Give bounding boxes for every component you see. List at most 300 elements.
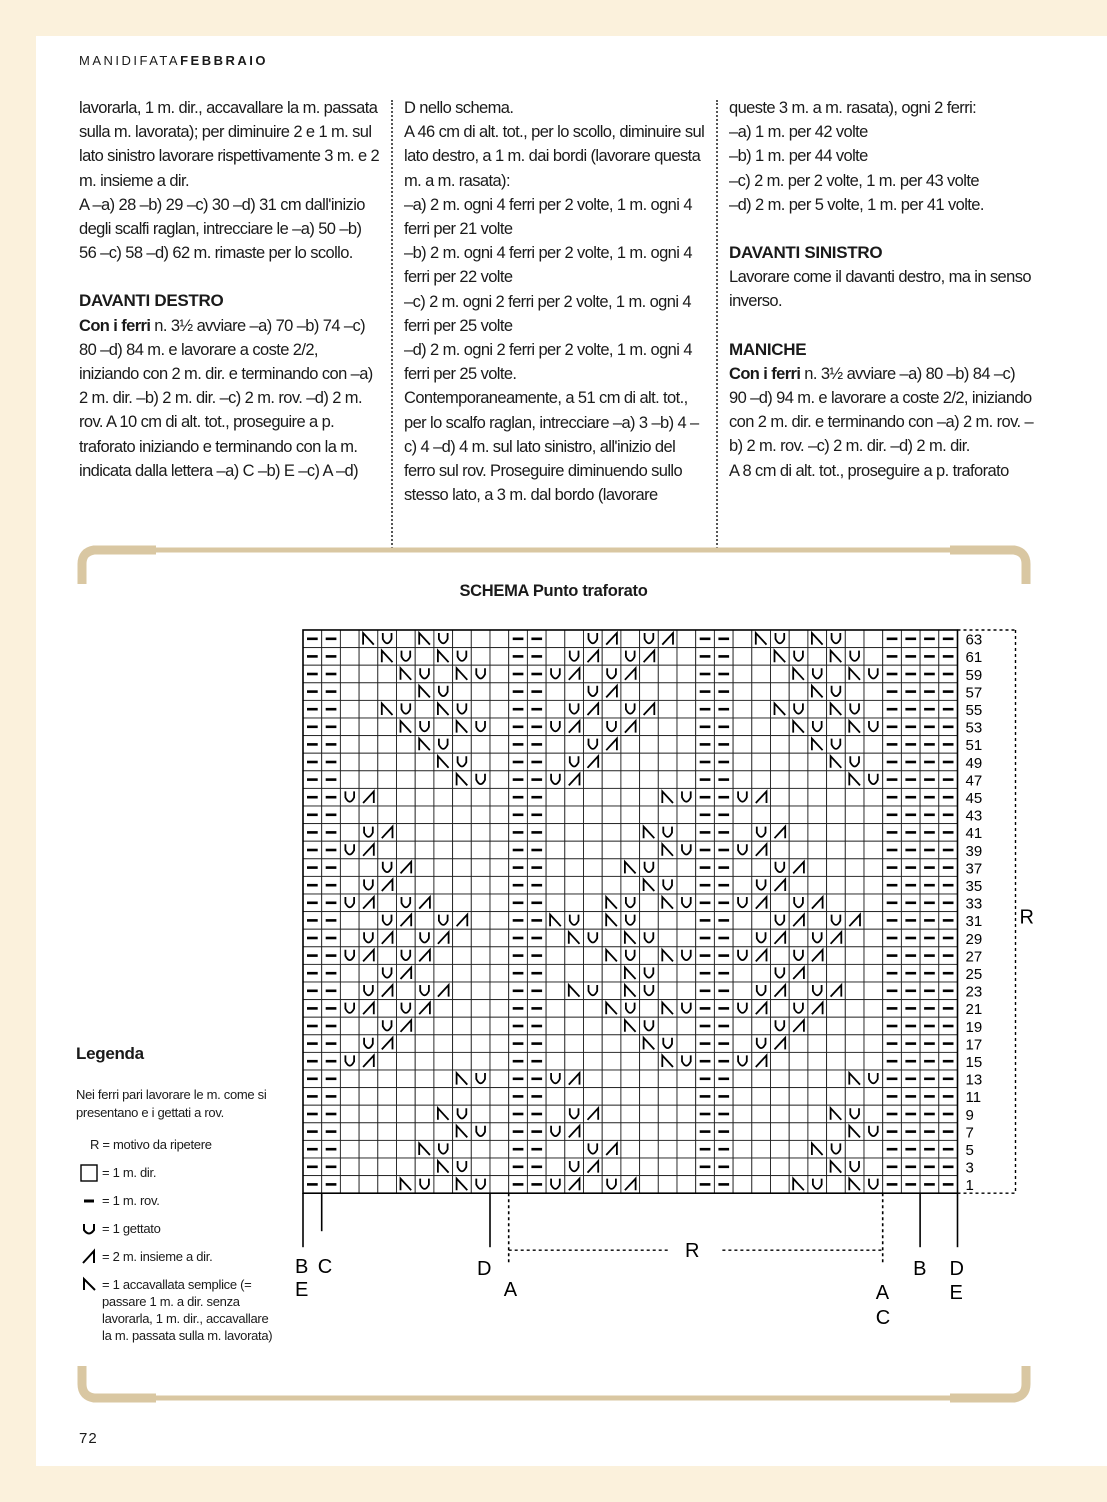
chart-cell bbox=[845, 648, 864, 666]
chart-cell bbox=[359, 876, 378, 894]
chart-cell bbox=[378, 841, 397, 859]
chart-cell bbox=[677, 1105, 696, 1123]
chart-cell bbox=[434, 1140, 453, 1158]
row-number: 5 bbox=[965, 1142, 974, 1159]
list-line: –c) 2 m. per 2 volte, 1 m. per 43 volte bbox=[729, 171, 979, 190]
chart-cell bbox=[397, 736, 416, 754]
chart-cell bbox=[471, 1158, 490, 1176]
chart-cell bbox=[677, 718, 696, 736]
chart-cell bbox=[453, 841, 472, 859]
chart-cell bbox=[864, 894, 883, 912]
chart-cell bbox=[340, 1017, 359, 1035]
legend-title: Legenda bbox=[76, 1044, 144, 1063]
chart-cell bbox=[827, 683, 846, 701]
chart-cell bbox=[864, 1140, 883, 1158]
chart-cell bbox=[359, 929, 378, 947]
chart-cell bbox=[415, 964, 434, 982]
chart-cell bbox=[845, 929, 864, 947]
chart-cell bbox=[640, 736, 659, 754]
chart-cell bbox=[340, 1123, 359, 1141]
chart-cell bbox=[584, 1000, 603, 1018]
chart-cell bbox=[584, 736, 603, 754]
chart-cell bbox=[771, 964, 790, 982]
chart-cell bbox=[602, 771, 621, 789]
chart-cell bbox=[378, 859, 397, 877]
chart-cell bbox=[602, 788, 621, 806]
chart-cell bbox=[845, 1140, 864, 1158]
chart-cell bbox=[827, 894, 846, 912]
chart-cell bbox=[827, 1035, 846, 1053]
chart-cell bbox=[602, 841, 621, 859]
row-number: 29 bbox=[965, 930, 983, 948]
chart-cell bbox=[808, 912, 827, 930]
chart-cell bbox=[565, 964, 584, 982]
chart-cell bbox=[771, 1088, 790, 1106]
chart-cell bbox=[453, 788, 472, 806]
chart-cell bbox=[584, 1017, 603, 1035]
chart-cell bbox=[378, 1070, 397, 1088]
chart-cell bbox=[640, 1000, 659, 1018]
chart-cell bbox=[471, 1035, 490, 1053]
chart-cell bbox=[827, 912, 846, 930]
chart-cell bbox=[677, 1088, 696, 1106]
chart-cell bbox=[752, 736, 771, 754]
chart-cell bbox=[415, 982, 434, 1000]
chart-cell bbox=[733, 736, 752, 754]
row-number: 35 bbox=[965, 878, 983, 895]
chart-cell bbox=[864, 1158, 883, 1176]
chart-cell bbox=[415, 1070, 434, 1088]
chart-cell bbox=[808, 788, 827, 806]
row-number: 51 bbox=[965, 737, 983, 755]
chart-cell bbox=[677, 700, 696, 718]
chart-cell bbox=[733, 718, 752, 736]
yarn-over-icon bbox=[80, 1220, 98, 1238]
chart-cell bbox=[733, 1000, 752, 1018]
chart-cell bbox=[434, 683, 453, 701]
chart-cell bbox=[864, 753, 883, 771]
chart-cell bbox=[808, 1052, 827, 1070]
letter-A-right: A bbox=[875, 1282, 890, 1305]
chart-cell bbox=[397, 788, 416, 806]
chart-cell bbox=[397, 630, 416, 648]
chart-cell bbox=[640, 859, 659, 877]
magazine-page bbox=[36, 36, 1107, 1466]
letter-C: C bbox=[317, 1256, 333, 1279]
chart-cell bbox=[490, 841, 509, 859]
chart-cell bbox=[864, 876, 883, 894]
chart-cell bbox=[565, 648, 584, 666]
header-magazine: MANIDIFATA bbox=[79, 53, 181, 68]
chart-cell bbox=[453, 1017, 472, 1035]
chart-cell bbox=[565, 876, 584, 894]
chart-cell bbox=[733, 788, 752, 806]
row-number: 27 bbox=[965, 948, 983, 966]
chart-cell bbox=[378, 806, 397, 824]
chart-cell bbox=[378, 1176, 397, 1194]
chart-cell bbox=[471, 859, 490, 877]
chart-cell bbox=[733, 947, 752, 965]
chart-cell bbox=[808, 1158, 827, 1176]
chart-cell bbox=[789, 1070, 808, 1088]
chart-cell bbox=[827, 859, 846, 877]
chart-cell bbox=[565, 912, 584, 930]
chart-cell bbox=[789, 771, 808, 789]
chart-cell bbox=[640, 1088, 659, 1106]
chart-cell bbox=[808, 964, 827, 982]
chart-cell bbox=[490, 700, 509, 718]
chart-cell bbox=[845, 683, 864, 701]
chart-cell bbox=[640, 947, 659, 965]
chart-cell bbox=[340, 648, 359, 666]
chart-cell bbox=[733, 753, 752, 771]
chart-cell bbox=[677, 1070, 696, 1088]
row-number: 25 bbox=[965, 966, 983, 983]
chart-cell bbox=[471, 894, 490, 912]
chart-cell bbox=[621, 648, 640, 666]
header-month: FEBBRAIO bbox=[180, 53, 268, 68]
chart-cell bbox=[827, 876, 846, 894]
chart-cell bbox=[789, 1088, 808, 1106]
chart-cell bbox=[827, 1052, 846, 1070]
chart-cell bbox=[864, 788, 883, 806]
chart-cell bbox=[864, 1123, 883, 1141]
chart-cell bbox=[845, 753, 864, 771]
chart-cell bbox=[658, 665, 677, 683]
chart-cell bbox=[359, 1140, 378, 1158]
list-line: –a) 2 m. ogni 4 ferri per 2 volte, 1 m. ogni 4 ferri per 21 volte bbox=[404, 195, 692, 239]
chart-cell bbox=[640, 894, 659, 912]
chart-cell bbox=[771, 683, 790, 701]
chart-cell bbox=[827, 1088, 846, 1106]
chart-cell bbox=[789, 630, 808, 648]
chart-cell bbox=[827, 964, 846, 982]
chart-cell bbox=[640, 1176, 659, 1194]
chart-cell bbox=[771, 718, 790, 736]
chart-cell bbox=[471, 1070, 490, 1088]
chart-cell bbox=[340, 947, 359, 965]
chart-cell bbox=[340, 1176, 359, 1194]
chart-cell bbox=[378, 1000, 397, 1018]
chart-cell bbox=[808, 665, 827, 683]
chart-cell bbox=[658, 1140, 677, 1158]
chart-cell bbox=[621, 788, 640, 806]
legend-item-k2tog: = 2 m. insieme a dir. bbox=[76, 1248, 281, 1265]
chart-cell bbox=[340, 665, 359, 683]
chart-cell bbox=[490, 824, 509, 842]
chart-cell bbox=[864, 718, 883, 736]
chart-cell bbox=[658, 700, 677, 718]
chart-cell bbox=[546, 1176, 565, 1194]
chart-cell bbox=[471, 665, 490, 683]
chart-cell bbox=[789, 683, 808, 701]
chart-cell bbox=[490, 771, 509, 789]
chart-cell bbox=[453, 929, 472, 947]
paragraph: D nello schema. bbox=[404, 99, 514, 117]
paragraph-body: n. 3½ avviare –a) 80 –b) 84 –c) 90 –d) 94 m. e lavorare a coste 2/2, iniziando con 2 m. dir. e terminando con –a) 2 m. rov. –b) 2 m. rov. –c) 2 m. dir. –d) 2 m. dir. bbox=[729, 364, 1034, 456]
chart-cell bbox=[864, 841, 883, 859]
row-number: 39 bbox=[965, 842, 983, 860]
chart-cell bbox=[733, 771, 752, 789]
chart-cell bbox=[621, 824, 640, 842]
chart-cell bbox=[827, 630, 846, 648]
chart-cell bbox=[415, 876, 434, 894]
chart-cell bbox=[640, 718, 659, 736]
chart-cell bbox=[378, 753, 397, 771]
chart-cell bbox=[453, 876, 472, 894]
chart-cell bbox=[602, 700, 621, 718]
chart-cell bbox=[677, 630, 696, 648]
chart-cell bbox=[584, 1123, 603, 1141]
chart-cell bbox=[640, 982, 659, 1000]
chart-cell bbox=[415, 806, 434, 824]
chart-cell bbox=[340, 1105, 359, 1123]
chart-cell bbox=[771, 1070, 790, 1088]
chart-cell bbox=[752, 1035, 771, 1053]
chart-cell bbox=[789, 648, 808, 666]
chart-cell bbox=[565, 1140, 584, 1158]
chart-cell bbox=[733, 841, 752, 859]
chart-cell bbox=[621, 753, 640, 771]
chart-cell bbox=[415, 665, 434, 683]
chart-cell bbox=[434, 806, 453, 824]
chart-cell bbox=[677, 841, 696, 859]
chart-cell bbox=[845, 1105, 864, 1123]
chart-cell bbox=[490, 1017, 509, 1035]
chart-cell bbox=[490, 753, 509, 771]
chart-cell bbox=[490, 1158, 509, 1176]
row-number: 61 bbox=[965, 649, 983, 667]
paragraph: queste 3 m. a m. rasata), ogni 2 ferri: bbox=[729, 99, 977, 117]
chart-cell bbox=[471, 929, 490, 947]
chart-cell bbox=[864, 665, 883, 683]
chart-cell bbox=[378, 912, 397, 930]
chart-cell bbox=[397, 1158, 416, 1176]
chart-cell bbox=[789, 1035, 808, 1053]
chart-cell bbox=[658, 1123, 677, 1141]
paragraph: A 46 cm di alt. tot., per lo scollo, diminuire sul lato destro, a 1 m. dai bordi (lavorare questa m. a m. rasata): bbox=[404, 123, 705, 190]
chart-cell bbox=[733, 982, 752, 1000]
chart-cell bbox=[565, 859, 584, 877]
chart-cell bbox=[864, 982, 883, 1000]
chart-cell bbox=[415, 700, 434, 718]
chart-cell bbox=[677, 806, 696, 824]
chart-cell bbox=[864, 1000, 883, 1018]
chart-cell bbox=[733, 824, 752, 842]
chart-cell bbox=[771, 1000, 790, 1018]
chart-cell bbox=[546, 841, 565, 859]
chart-cell bbox=[565, 841, 584, 859]
chart-cell bbox=[845, 700, 864, 718]
chart-cell bbox=[340, 859, 359, 877]
chart-cell bbox=[640, 630, 659, 648]
chart-cell bbox=[771, 1017, 790, 1035]
chart-cell bbox=[771, 788, 790, 806]
row-number: 45 bbox=[965, 790, 983, 807]
chart-cell bbox=[471, 1088, 490, 1106]
chart-cell bbox=[546, 947, 565, 965]
chart-cell bbox=[640, 753, 659, 771]
chart-cell bbox=[752, 700, 771, 718]
chart-cell bbox=[677, 648, 696, 666]
chart-cell bbox=[490, 982, 509, 1000]
chart-cell bbox=[565, 683, 584, 701]
lead-bold: Con i ferri bbox=[79, 316, 151, 335]
chart-cell bbox=[752, 1158, 771, 1176]
chart-cell bbox=[733, 929, 752, 947]
chart-cell bbox=[434, 1052, 453, 1070]
chart-cell bbox=[733, 1105, 752, 1123]
chart-cell bbox=[546, 964, 565, 982]
chart-cell bbox=[789, 1123, 808, 1141]
chart-cell bbox=[490, 1070, 509, 1088]
chart-cell bbox=[453, 1052, 472, 1070]
chart-cell bbox=[584, 718, 603, 736]
chart-cell bbox=[658, 964, 677, 982]
chart-cell bbox=[397, 683, 416, 701]
chart-cell bbox=[827, 947, 846, 965]
chart-cell bbox=[546, 771, 565, 789]
chart-cell bbox=[378, 894, 397, 912]
chart-cell bbox=[340, 929, 359, 947]
chart-cell bbox=[621, 700, 640, 718]
chart-cell bbox=[771, 665, 790, 683]
chart-cell bbox=[789, 700, 808, 718]
chart-cell bbox=[752, 683, 771, 701]
chart-cell bbox=[415, 1158, 434, 1176]
chart-cell bbox=[434, 841, 453, 859]
chart-cell bbox=[845, 1158, 864, 1176]
chart-cell bbox=[789, 753, 808, 771]
chart-cell bbox=[565, 753, 584, 771]
dash-icon bbox=[80, 1192, 98, 1210]
chart-cell bbox=[864, 964, 883, 982]
chart-cell bbox=[621, 683, 640, 701]
chart-cell bbox=[864, 1105, 883, 1123]
chart-cell bbox=[471, 1140, 490, 1158]
chart-cell bbox=[453, 648, 472, 666]
chart-cell bbox=[621, 1158, 640, 1176]
chart-cell bbox=[584, 841, 603, 859]
chart-cell bbox=[789, 1158, 808, 1176]
chart-cell bbox=[378, 1017, 397, 1035]
chart-cell bbox=[453, 736, 472, 754]
chart-cell bbox=[752, 1070, 771, 1088]
chart-cell bbox=[434, 1017, 453, 1035]
letter-D-right: D bbox=[949, 1258, 964, 1281]
chart-cell bbox=[415, 1105, 434, 1123]
chart-cell bbox=[808, 982, 827, 1000]
chart-cell bbox=[658, 648, 677, 666]
chart-cell bbox=[677, 683, 696, 701]
list-line: –a) 1 m. per 42 volte bbox=[729, 123, 868, 142]
chart-cell bbox=[453, 753, 472, 771]
chart-cell bbox=[584, 876, 603, 894]
chart-cell bbox=[845, 982, 864, 1000]
list-line: –d) 2 m. ogni 2 ferri per 2 volte, 1 m. ogni 4 ferri per 25 volte. bbox=[404, 341, 692, 384]
row-number: 3 bbox=[965, 1159, 974, 1177]
letter-D: D bbox=[477, 1258, 492, 1281]
chart-cell bbox=[565, 1017, 584, 1035]
chart-cell bbox=[434, 894, 453, 912]
chart-cell bbox=[658, 1070, 677, 1088]
chart-cell bbox=[771, 1105, 790, 1123]
paragraph: A 8 cm di alt. tot., proseguire a p. traforato bbox=[729, 461, 1009, 480]
chart-cell bbox=[864, 947, 883, 965]
skp-icon bbox=[80, 1276, 98, 1294]
chart-cell bbox=[340, 736, 359, 754]
chart-cell bbox=[490, 648, 509, 666]
chart-cell bbox=[415, 753, 434, 771]
chart-cell bbox=[602, 1176, 621, 1194]
chart-cell bbox=[658, 912, 677, 930]
chart-cell bbox=[827, 1070, 846, 1088]
chart-cell bbox=[471, 630, 490, 648]
chart-cell bbox=[546, 806, 565, 824]
chart-cell bbox=[584, 1140, 603, 1158]
chart-cell bbox=[397, 753, 416, 771]
chart-cell bbox=[565, 736, 584, 754]
chart-cell bbox=[677, 665, 696, 683]
chart-cell bbox=[733, 912, 752, 930]
chart-cell bbox=[827, 824, 846, 842]
chart-cell bbox=[752, 1017, 771, 1035]
chart-cell bbox=[789, 1105, 808, 1123]
chart-cell bbox=[677, 964, 696, 982]
chart-cell bbox=[471, 824, 490, 842]
chart-cell bbox=[658, 736, 677, 754]
chart-cell bbox=[453, 683, 472, 701]
chart-cell bbox=[359, 1035, 378, 1053]
chart-cell bbox=[584, 630, 603, 648]
chart-cell bbox=[415, 912, 434, 930]
chart-cell bbox=[640, 1158, 659, 1176]
chart-cell bbox=[546, 859, 565, 877]
row-number: 33 bbox=[965, 895, 983, 913]
chart-cell bbox=[434, 1070, 453, 1088]
chart-cell bbox=[845, 1088, 864, 1106]
chart-cell bbox=[602, 1052, 621, 1070]
legend-item-purl: = 1 m. rov. bbox=[76, 1192, 281, 1209]
row-number: 15 bbox=[965, 1054, 983, 1071]
chart-cell bbox=[808, 859, 827, 877]
chart-cell bbox=[602, 824, 621, 842]
chart-cell bbox=[471, 1052, 490, 1070]
chart-cell bbox=[584, 929, 603, 947]
chart-cell bbox=[621, 1035, 640, 1053]
chart-cell bbox=[677, 771, 696, 789]
chart-cell bbox=[602, 1088, 621, 1106]
chart-cell bbox=[789, 736, 808, 754]
chart-cell bbox=[340, 876, 359, 894]
chart-cell bbox=[621, 1140, 640, 1158]
chart-cell bbox=[864, 806, 883, 824]
chart-cell bbox=[752, 859, 771, 877]
chart-cell bbox=[827, 1123, 846, 1141]
chart-cell bbox=[415, 771, 434, 789]
paragraph: Contemporaneamente, a 51 cm di alt. tot., per lo scalfo raglan, intrecciare –a) 3 –b) 4 –c) 4 –d) 4 m. sul lato sinistro, all'inizio del ferro sul rov. Proseguire diminuendo sullo stesso lato, a 3 m. dal bordo (lavorare bbox=[404, 389, 699, 505]
chart-cell bbox=[808, 929, 827, 947]
chart-cell bbox=[340, 700, 359, 718]
chart-cell bbox=[584, 1070, 603, 1088]
row-number: 59 bbox=[965, 666, 983, 684]
chart-cell bbox=[752, 1176, 771, 1194]
chart-cell bbox=[453, 964, 472, 982]
chart-cell bbox=[845, 630, 864, 648]
chart-cell bbox=[864, 1176, 883, 1194]
chart-cell bbox=[546, 982, 565, 1000]
chart-cell bbox=[845, 1000, 864, 1018]
